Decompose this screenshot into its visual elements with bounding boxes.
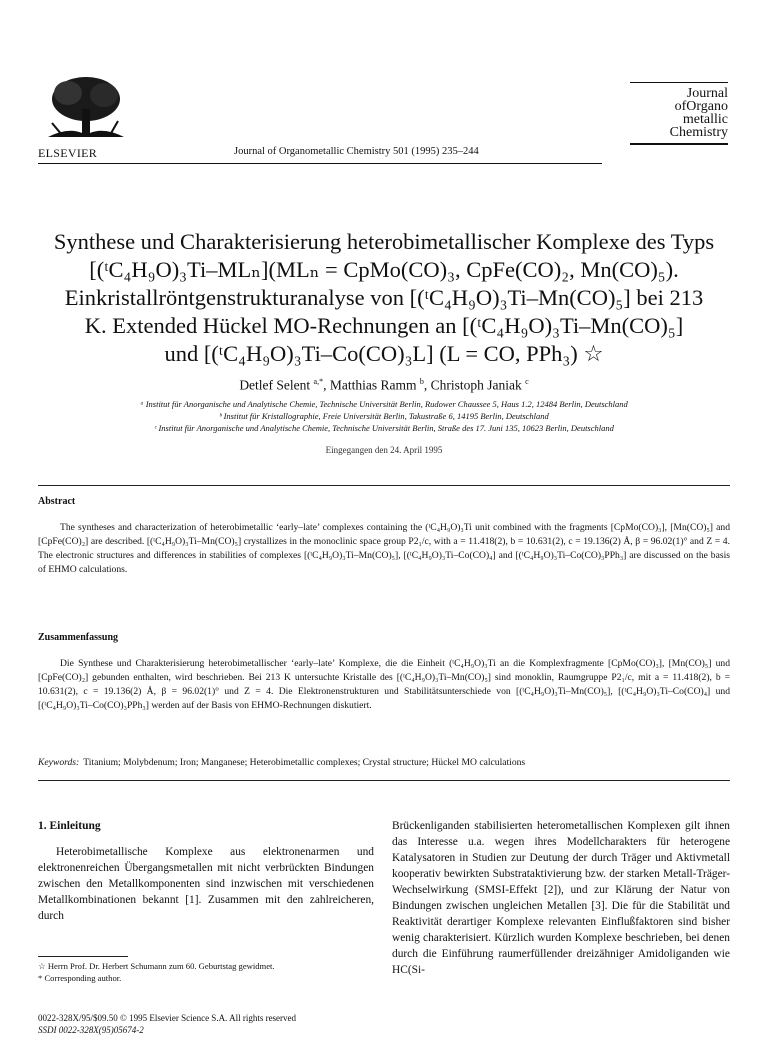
copyright-line: 0022-328X/95/$09.50 © 1995 Elsevier Science S.A. All rights reserved — [38, 1013, 297, 1023]
elsevier-tree-logo — [38, 75, 134, 145]
journal-mark-line: ofOrgano — [674, 99, 728, 114]
affiliation: ᵃ Institut für Anorganische und Analytische Chemie, Technische Universität Berlin, Rudower Chaussee 5, Haus 1.2, 12484 Berlin, Deutschland — [140, 399, 628, 409]
publisher-name: ELSEVIER — [38, 146, 98, 160]
keywords-label: Keywords: — [38, 757, 80, 768]
title-line: K. Extended Hückel MO-Rechnungen an [(ᵗC₄H₉O)₃Ti–Mn(CO)₅] — [84, 313, 684, 338]
header-divider — [38, 163, 602, 164]
keywords-text: Titanium; Molybdenum; Iron; Manganese; Heterobimetallic complexes; Crystal structure; Hückel MO calculations — [83, 757, 526, 768]
author-affiliation-mark: a,* — [313, 377, 324, 386]
received-date: Eingegangen den 24. April 1995 — [325, 445, 443, 455]
copyright-notice — [38, 1012, 296, 1036]
author-name: Christoph Janiak — [430, 377, 522, 393]
journal-logo-mark — [630, 82, 728, 145]
affiliations — [40, 398, 728, 434]
footnote: ☆ Herrn Prof. Dr. Herbert Schumann zum 60. Geburtstag gewidmet. — [38, 961, 275, 971]
zusammenfassung-heading: Zusammenfassung — [38, 632, 119, 643]
divider — [630, 143, 728, 145]
affiliation: ᶜ Institut für Anorganische und Analytische Chemie, Technische Universität Berlin, Straße des 17. Juni 135, 10623 Berlin, Deutschland — [154, 423, 614, 433]
body-column-right — [392, 818, 730, 978]
author-name: Matthias Ramm — [329, 377, 417, 393]
title-line: und [(ᵗC₄H₉O)₃Ti–Co(CO)₃L] (L = CO, PPh₃) ☆ — [164, 341, 604, 366]
journal-citation: Journal of Organometallic Chemistry 501 (1995) 235–244 — [234, 146, 479, 157]
author-name: Detlef Selent — [239, 377, 311, 393]
footnote-divider — [38, 956, 128, 957]
zusammenfassung-text: Die Synthese und Charakterisierung heterobimetallischer ‘early–late’ Komplexe, die die Einheit (ᵗC₄H₉O)₃Ti an die Komplexfragmente [CpMo(CO)₃], [Mn(CO)₅] und [CpFe(CO)₂] gebunden enthalten, wird beschrieben. Bei 213 K untersuchte Kristalle des [(ᵗC₄H₉O)₃Ti–Mn(CO)₅] sind monoklin, Raumgruppe P2₁/c, mit a = 11.418(2), b = 10.631(2), c = 19.136(2) Å, β = 96.02(1)° und Z = 4. Die Elektronenstrukturen und Stabilitätsunterschiede von [(ᵗC₄H₉O)₃Ti–Mn(CO)₅], [(ᵗC₄H₉O)₃Ti–Co(CO)₄] und [(ᵗC₄H₉O)₃Ti–Co(CO)₃PPh₃] werden auf der Basis von EHMO-Rechnungen diskutiert. — [38, 658, 730, 711]
abstract-body — [38, 521, 730, 577]
article-title — [34, 228, 734, 368]
body-paragraph: Heterobimetallische Komplexe aus elektronenarmen und elektronenreichen Übergangsmetallen mit nicht verbrückten Bindungen zwischen den Metallkomponenten sind inzwischen mit verschiedenen Metallkombinationen bekannt [1]. Zusammen mit den zahlreicheren, durch — [38, 846, 374, 922]
abstract-heading: Abstract — [38, 496, 76, 507]
journal-mark-line: metallic — [682, 112, 728, 127]
footnotes — [38, 960, 374, 984]
affiliation: ᵇ Institut für Kristallographie, Freie Universität Berlin, Takustraße 6, 14195 Berlin, Deutschland — [219, 411, 549, 421]
author-affiliation-mark: c — [525, 377, 529, 386]
title-line: Synthese und Charakterisierung heterobimetallischer Komplexe des Typs — [53, 229, 715, 254]
journal-mark-line: Journal — [686, 86, 728, 101]
abstract-text: The syntheses and characterization of heterobimetallic ‘early–late’ complexes containing the (ᵗC₄H₉O)₃Ti unit combined with the fragments [CpMo(CO)₃], [Mn(CO)₅] and [CpFe(CO)₂] are described. [(ᵗC₄H₉O)₃Ti–Mn(CO)₅] crystallizes in the monoclinic space group P2₁/c, with a = 11.418(2), b = 10.631(2), c = 19.136(2) Å, β = 96.02(1)° and Z = 4. The electronic structures and differences in stabilities of complexes [(ᵗC₄H₉O)₃Ti–Mn(CO)₅], [(ᵗC₄H₉O)₃Ti–Co(CO)₄] and [(ᵗC₄H₉O)₃Ti–Co(CO)₃PPh₃] are discussed on the basis of EHMO calculations. — [38, 522, 730, 575]
body-column-left — [38, 818, 374, 924]
section-divider — [38, 485, 730, 486]
ssdi-line: SSDI 0022-328X(95)05674-2 — [38, 1025, 144, 1035]
author-list: Detlef Selent $^{a,*}$, Matthias Ramm $^b$, Christoph Janiak $^c$ — [239, 377, 529, 393]
divider — [630, 82, 728, 83]
section-divider — [38, 780, 730, 781]
title-line: Einkristallröntgenstrukturanalyse von [(ᵗC₄H₉O)₃Ti–Mn(CO)₅] bei 213 — [64, 285, 704, 310]
footnote: * Corresponding author. — [38, 973, 122, 983]
section-heading: 1. Einleitung — [38, 820, 101, 832]
journal-mark-line: Chemistry — [669, 125, 728, 140]
author-affiliation-mark: b — [419, 377, 424, 386]
body-paragraph: Brückenliganden stabilisierten heterometallischen Komplexen gilt ihnen das Interesse u.a. wegen ihres Modellcharakters für heterogene Katalysatoren in Studien zur Deutung der durch Träger und Aktivmetall kooperativ bewirkten Substrataktivierung bzw. der starken Metall-Träger-Wechselwirkung (SMSI-Effekt [2]), und zur Klärung der Natur von Bindungen zwischen ungleichen Metallen [3]. Die für die Stabilität und Reaktivität derartiger Komplexe relevanten Einflußfaktoren sind bisher wenig charakterisiert. Kürzlich wurden Komplexe beschrieben, bei denen durch die Einführung raumerfüllender dreizähniger Amidoliganden wie HC(Si- — [392, 820, 730, 976]
keywords — [38, 757, 730, 768]
zusammenfassung-body — [38, 657, 730, 713]
title-line: [(ᵗC₄H₉O)₃Ti–MLₙ](MLₙ = CpMo(CO)₃, CpFe(CO)₂, Mn(CO)₅). — [89, 257, 679, 282]
